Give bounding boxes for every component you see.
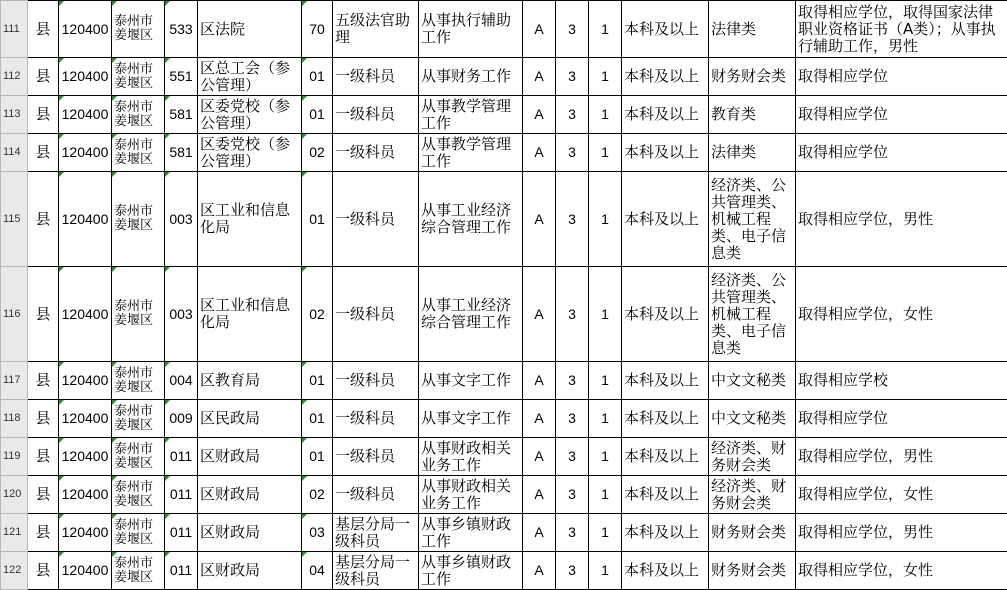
cell-area: 泰州市姜堰区 [112,362,165,400]
cell-position-code: 03 [302,514,333,552]
cell-dept-code: 011 [165,552,198,590]
cell-position-code: 01 [302,438,333,476]
cell-duty: 从事教学管理工作 [419,96,523,134]
cell-ratio: 3 [556,172,589,267]
cell-org-code: 120400 [59,1,112,58]
cell-exam-category: A [523,172,556,267]
cell-hire-count: 1 [589,172,622,267]
cell-ratio: 3 [556,362,589,400]
cell-dept-code: 581 [165,96,198,134]
cell-major: 财务财会类 [709,514,796,552]
cell-ratio: 3 [556,58,589,96]
cell-area: 泰州市姜堰区 [112,96,165,134]
cell-position-code: 01 [302,362,333,400]
row-number-header[interactable]: 119 [1,438,28,476]
cell-other-requirements: 取得相应学位 [796,58,1007,96]
cell-hire-count: 1 [589,514,622,552]
cell-position: 五级法官助理 [333,1,419,58]
table-row [1,58,1007,96]
cell-position: 一级科员 [333,58,419,96]
cell-position-code: 01 [302,58,333,96]
cell-org-code: 120400 [59,438,112,476]
cell-duty: 从事工业经济综合管理工作 [419,172,523,267]
cell-position: 一级科员 [333,172,419,267]
row-number-header[interactable]: 122 [1,552,28,590]
row-number-header[interactable]: 118 [1,400,28,438]
row-number-header[interactable]: 115 [1,172,28,267]
cell-position-code: 02 [302,267,333,362]
cell-department: 区工业和信息化局 [198,172,302,267]
cell-duty: 从事财政相关业务工作 [419,438,523,476]
row-number-header[interactable]: 121 [1,514,28,552]
cell-dept-code: 009 [165,400,198,438]
cell-ratio: 3 [556,96,589,134]
row-number-header[interactable]: 120 [1,476,28,514]
cell-duty: 从事乡镇财政工作 [419,552,523,590]
cell-position-code: 70 [302,1,333,58]
cell-duty: 从事教学管理工作 [419,134,523,172]
cell-education: 本科及以上 [622,267,709,362]
cell-education: 本科及以上 [622,362,709,400]
cell-department: 区总工会（参公管理） [198,58,302,96]
cell-position: 一级科员 [333,362,419,400]
cell-hire-count: 1 [589,1,622,58]
cell-county-level: 县 [28,1,59,58]
cell-duty: 从事文字工作 [419,362,523,400]
table-row [1,400,1007,438]
cell-dept-code: 551 [165,58,198,96]
cell-position-code: 02 [302,134,333,172]
row-number-header[interactable]: 112 [1,58,28,96]
cell-dept-code: 581 [165,134,198,172]
cell-exam-category: A [523,514,556,552]
cell-education: 本科及以上 [622,438,709,476]
cell-org-code: 120400 [59,552,112,590]
cell-org-code: 120400 [59,134,112,172]
cell-exam-category: A [523,58,556,96]
cell-position: 一级科员 [333,96,419,134]
cell-other-requirements: 取得相应学位，男性 [796,438,1007,476]
cell-org-code: 120400 [59,400,112,438]
cell-exam-category: A [523,267,556,362]
cell-position-code: 01 [302,400,333,438]
table-row [1,1,1007,58]
cell-position: 基层分局一级科员 [333,514,419,552]
cell-area: 泰州市姜堰区 [112,438,165,476]
cell-org-code: 120400 [59,96,112,134]
cell-position: 一级科员 [333,400,419,438]
row-number-header[interactable]: 116 [1,267,28,362]
cell-exam-category: A [523,1,556,58]
cell-position: 基层分局一级科员 [333,552,419,590]
cell-area: 泰州市姜堰区 [112,172,165,267]
cell-hire-count: 1 [589,438,622,476]
table-row [1,172,1007,267]
cell-ratio: 3 [556,514,589,552]
cell-exam-category: A [523,362,556,400]
row-number-header[interactable]: 114 [1,134,28,172]
table-body [1,1,1007,590]
cell-department: 区委党校（参公管理） [198,96,302,134]
cell-department: 区委党校（参公管理） [198,134,302,172]
cell-position-code: 04 [302,552,333,590]
cell-education: 本科及以上 [622,514,709,552]
cell-county-level: 县 [28,476,59,514]
cell-ratio: 3 [556,476,589,514]
cell-department: 区财政局 [198,476,302,514]
cell-exam-category: A [523,400,556,438]
cell-education: 本科及以上 [622,96,709,134]
cell-ratio: 3 [556,267,589,362]
cell-department: 区法院 [198,1,302,58]
row-number-header[interactable]: 117 [1,362,28,400]
cell-duty: 从事财政相关业务工作 [419,476,523,514]
cell-other-requirements: 取得相应学位，女性 [796,476,1007,514]
cell-county-level: 县 [28,96,59,134]
cell-hire-count: 1 [589,362,622,400]
table-row [1,476,1007,514]
cell-org-code: 120400 [59,514,112,552]
cell-duty: 从事乡镇财政工作 [419,514,523,552]
table-row [1,438,1007,476]
cell-ratio: 3 [556,438,589,476]
cell-dept-code: 003 [165,267,198,362]
cell-hire-count: 1 [589,552,622,590]
cell-dept-code: 003 [165,172,198,267]
cell-exam-category: A [523,438,556,476]
row-number-header[interactable]: 113 [1,96,28,134]
cell-position: 一级科员 [333,438,419,476]
cell-major: 财务财会类 [709,552,796,590]
cell-county-level: 县 [28,400,59,438]
cell-hire-count: 1 [589,267,622,362]
cell-ratio: 3 [556,1,589,58]
cell-area: 泰州市姜堰区 [112,552,165,590]
cell-area: 泰州市姜堰区 [112,134,165,172]
cell-major: 经济类、财务财会类 [709,476,796,514]
row-number-header[interactable]: 111 [1,1,28,58]
cell-position-code: 01 [302,172,333,267]
cell-duty: 从事工业经济综合管理工作 [419,267,523,362]
cell-county-level: 县 [28,362,59,400]
cell-other-requirements: 取得相应学位 [796,134,1007,172]
cell-position-code: 02 [302,476,333,514]
cell-other-requirements: 取得相应学位，男性 [796,172,1007,267]
cell-major: 经济类、公共管理类、机械工程类、电子信息类 [709,172,796,267]
cell-major: 中文文秘类 [709,400,796,438]
cell-org-code: 120400 [59,172,112,267]
cell-major: 经济类、公共管理类、机械工程类、电子信息类 [709,267,796,362]
cell-county-level: 县 [28,58,59,96]
cell-county-level: 县 [28,172,59,267]
cell-hire-count: 1 [589,476,622,514]
cell-major: 中文文秘类 [709,362,796,400]
cell-position: 一级科员 [333,476,419,514]
cell-department: 区财政局 [198,438,302,476]
cell-area: 泰州市姜堰区 [112,400,165,438]
cell-dept-code: 533 [165,1,198,58]
table-row [1,362,1007,400]
cell-county-level: 县 [28,267,59,362]
cell-area: 泰州市姜堰区 [112,58,165,96]
cell-exam-category: A [523,134,556,172]
cell-major: 法律类 [709,134,796,172]
cell-department: 区财政局 [198,552,302,590]
cell-major: 经济类、财务财会类 [709,438,796,476]
cell-ratio: 3 [556,552,589,590]
cell-duty: 从事文字工作 [419,400,523,438]
cell-education: 本科及以上 [622,476,709,514]
cell-other-requirements: 取得相应学位 [796,96,1007,134]
cell-duty: 从事执行辅助工作 [419,1,523,58]
table-row [1,96,1007,134]
cell-duty: 从事财务工作 [419,58,523,96]
cell-major: 教育类 [709,96,796,134]
cell-area: 泰州市姜堰区 [112,476,165,514]
cell-ratio: 3 [556,400,589,438]
cell-department: 区工业和信息化局 [198,267,302,362]
table-row [1,267,1007,362]
cell-org-code: 120400 [59,267,112,362]
cell-position: 一级科员 [333,267,419,362]
cell-dept-code: 011 [165,514,198,552]
cell-ratio: 3 [556,134,589,172]
cell-education: 本科及以上 [622,552,709,590]
cell-county-level: 县 [28,438,59,476]
table-row [1,514,1007,552]
cell-hire-count: 1 [589,134,622,172]
cell-department: 区教育局 [198,362,302,400]
cell-county-level: 县 [28,552,59,590]
cell-dept-code: 011 [165,476,198,514]
cell-area: 泰州市姜堰区 [112,1,165,58]
cell-area: 泰州市姜堰区 [112,267,165,362]
cell-other-requirements: 取得相应学校 [796,362,1007,400]
cell-department: 区民政局 [198,400,302,438]
cell-position-code: 01 [302,96,333,134]
cell-exam-category: A [523,476,556,514]
cell-org-code: 120400 [59,476,112,514]
cell-other-requirements: 取得相应学位，男性 [796,514,1007,552]
cell-education: 本科及以上 [622,134,709,172]
cell-area: 泰州市姜堰区 [112,514,165,552]
cell-major: 财务财会类 [709,58,796,96]
cell-org-code: 120400 [59,362,112,400]
cell-dept-code: 004 [165,362,198,400]
cell-other-requirements: 取得相应学位，女性 [796,552,1007,590]
cell-county-level: 县 [28,134,59,172]
cell-education: 本科及以上 [622,400,709,438]
cell-education: 本科及以上 [622,172,709,267]
table-row [1,134,1007,172]
cell-county-level: 县 [28,514,59,552]
cell-department: 区财政局 [198,514,302,552]
cell-other-requirements: 取得相应学位 [796,400,1007,438]
cell-major: 法律类 [709,1,796,58]
cell-org-code: 120400 [59,58,112,96]
cell-hire-count: 1 [589,96,622,134]
cell-hire-count: 1 [589,58,622,96]
cell-hire-count: 1 [589,400,622,438]
table-row [1,552,1007,590]
cell-education: 本科及以上 [622,1,709,58]
cell-other-requirements: 取得相应学位，女性 [796,267,1007,362]
cell-position: 一级科员 [333,134,419,172]
cell-exam-category: A [523,96,556,134]
cell-other-requirements: 取得相应学位，取得国家法律职业资格证书（A类）；从事执行辅助工作，男性 [796,1,1007,58]
cell-dept-code: 011 [165,438,198,476]
cell-exam-category: A [523,552,556,590]
cell-education: 本科及以上 [622,58,709,96]
